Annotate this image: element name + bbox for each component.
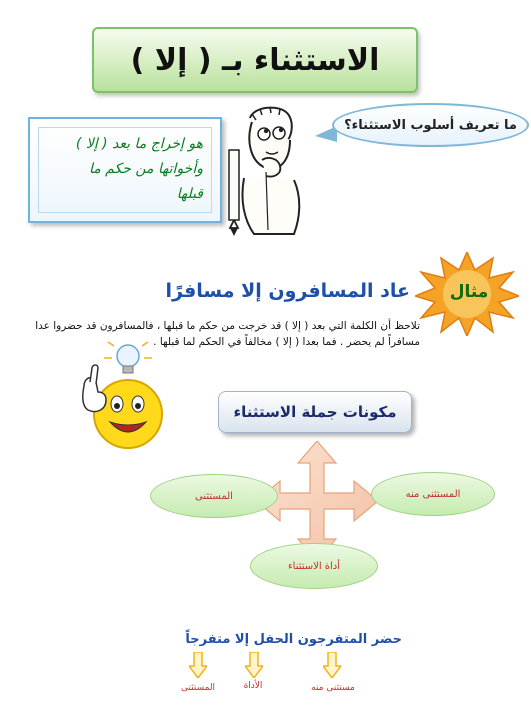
- explanation-note: تلاحظ أن الكلمة التي بعد ( إلا ) قد خرجت من حكم ما قبلها ، فالمسافرون قد حضروا عدا مسافراً لم يحضر . فما بعدا ( إلا ) مخالفاً في الحكم لما قبلها .: [35, 320, 420, 348]
- mustathna-minhu-label: المستثنى منه: [405, 488, 461, 500]
- mustathna-minhu-ellipse: [371, 472, 495, 516]
- question-bubble: [332, 103, 529, 147]
- bottom-label-tool: الأداة: [243, 681, 263, 691]
- question-text: ما تعريف أسلوب الاستثناء؟: [344, 117, 517, 133]
- tool-label: أداة الاستثناء: [287, 560, 341, 572]
- bottom-label-mustathna: المستثنى: [180, 683, 216, 693]
- down-arrow-icon: [245, 652, 263, 678]
- bottom-example-sentence: حضر المتفرجون الحفل إلا متفرجاً: [185, 632, 402, 647]
- definition-line-1: هو إخراج ما بعد ( إلا ): [75, 136, 203, 152]
- example-sentence: عاد المسافرون إلا مسافرًا: [165, 280, 410, 302]
- tool-ellipse: [250, 543, 378, 589]
- smiley-lightbulb-icon: [70, 340, 170, 452]
- definition-line-3: قبلها: [176, 186, 203, 202]
- bottom-label-mustathna-minhu: مستثنى منه: [311, 683, 355, 693]
- definition-box: [28, 117, 222, 223]
- down-arrow-icon: [189, 652, 207, 678]
- page-title: الاستثناء بـ ( إلا ): [130, 42, 380, 78]
- components-heading: [218, 391, 412, 433]
- components-heading-text: مكونات جملة الاستثناء: [233, 403, 397, 421]
- mustathna-ellipse: [150, 474, 278, 518]
- definition-text-block: [38, 127, 212, 213]
- down-arrow-icon: [323, 652, 341, 678]
- example-badge: مثال: [449, 282, 489, 302]
- thinking-man-icon: [222, 100, 314, 242]
- definition-line-2: وأخواتها من حكم ما: [88, 161, 203, 177]
- title-banner: [92, 27, 418, 93]
- mustathna-label: المستثنى: [195, 490, 233, 502]
